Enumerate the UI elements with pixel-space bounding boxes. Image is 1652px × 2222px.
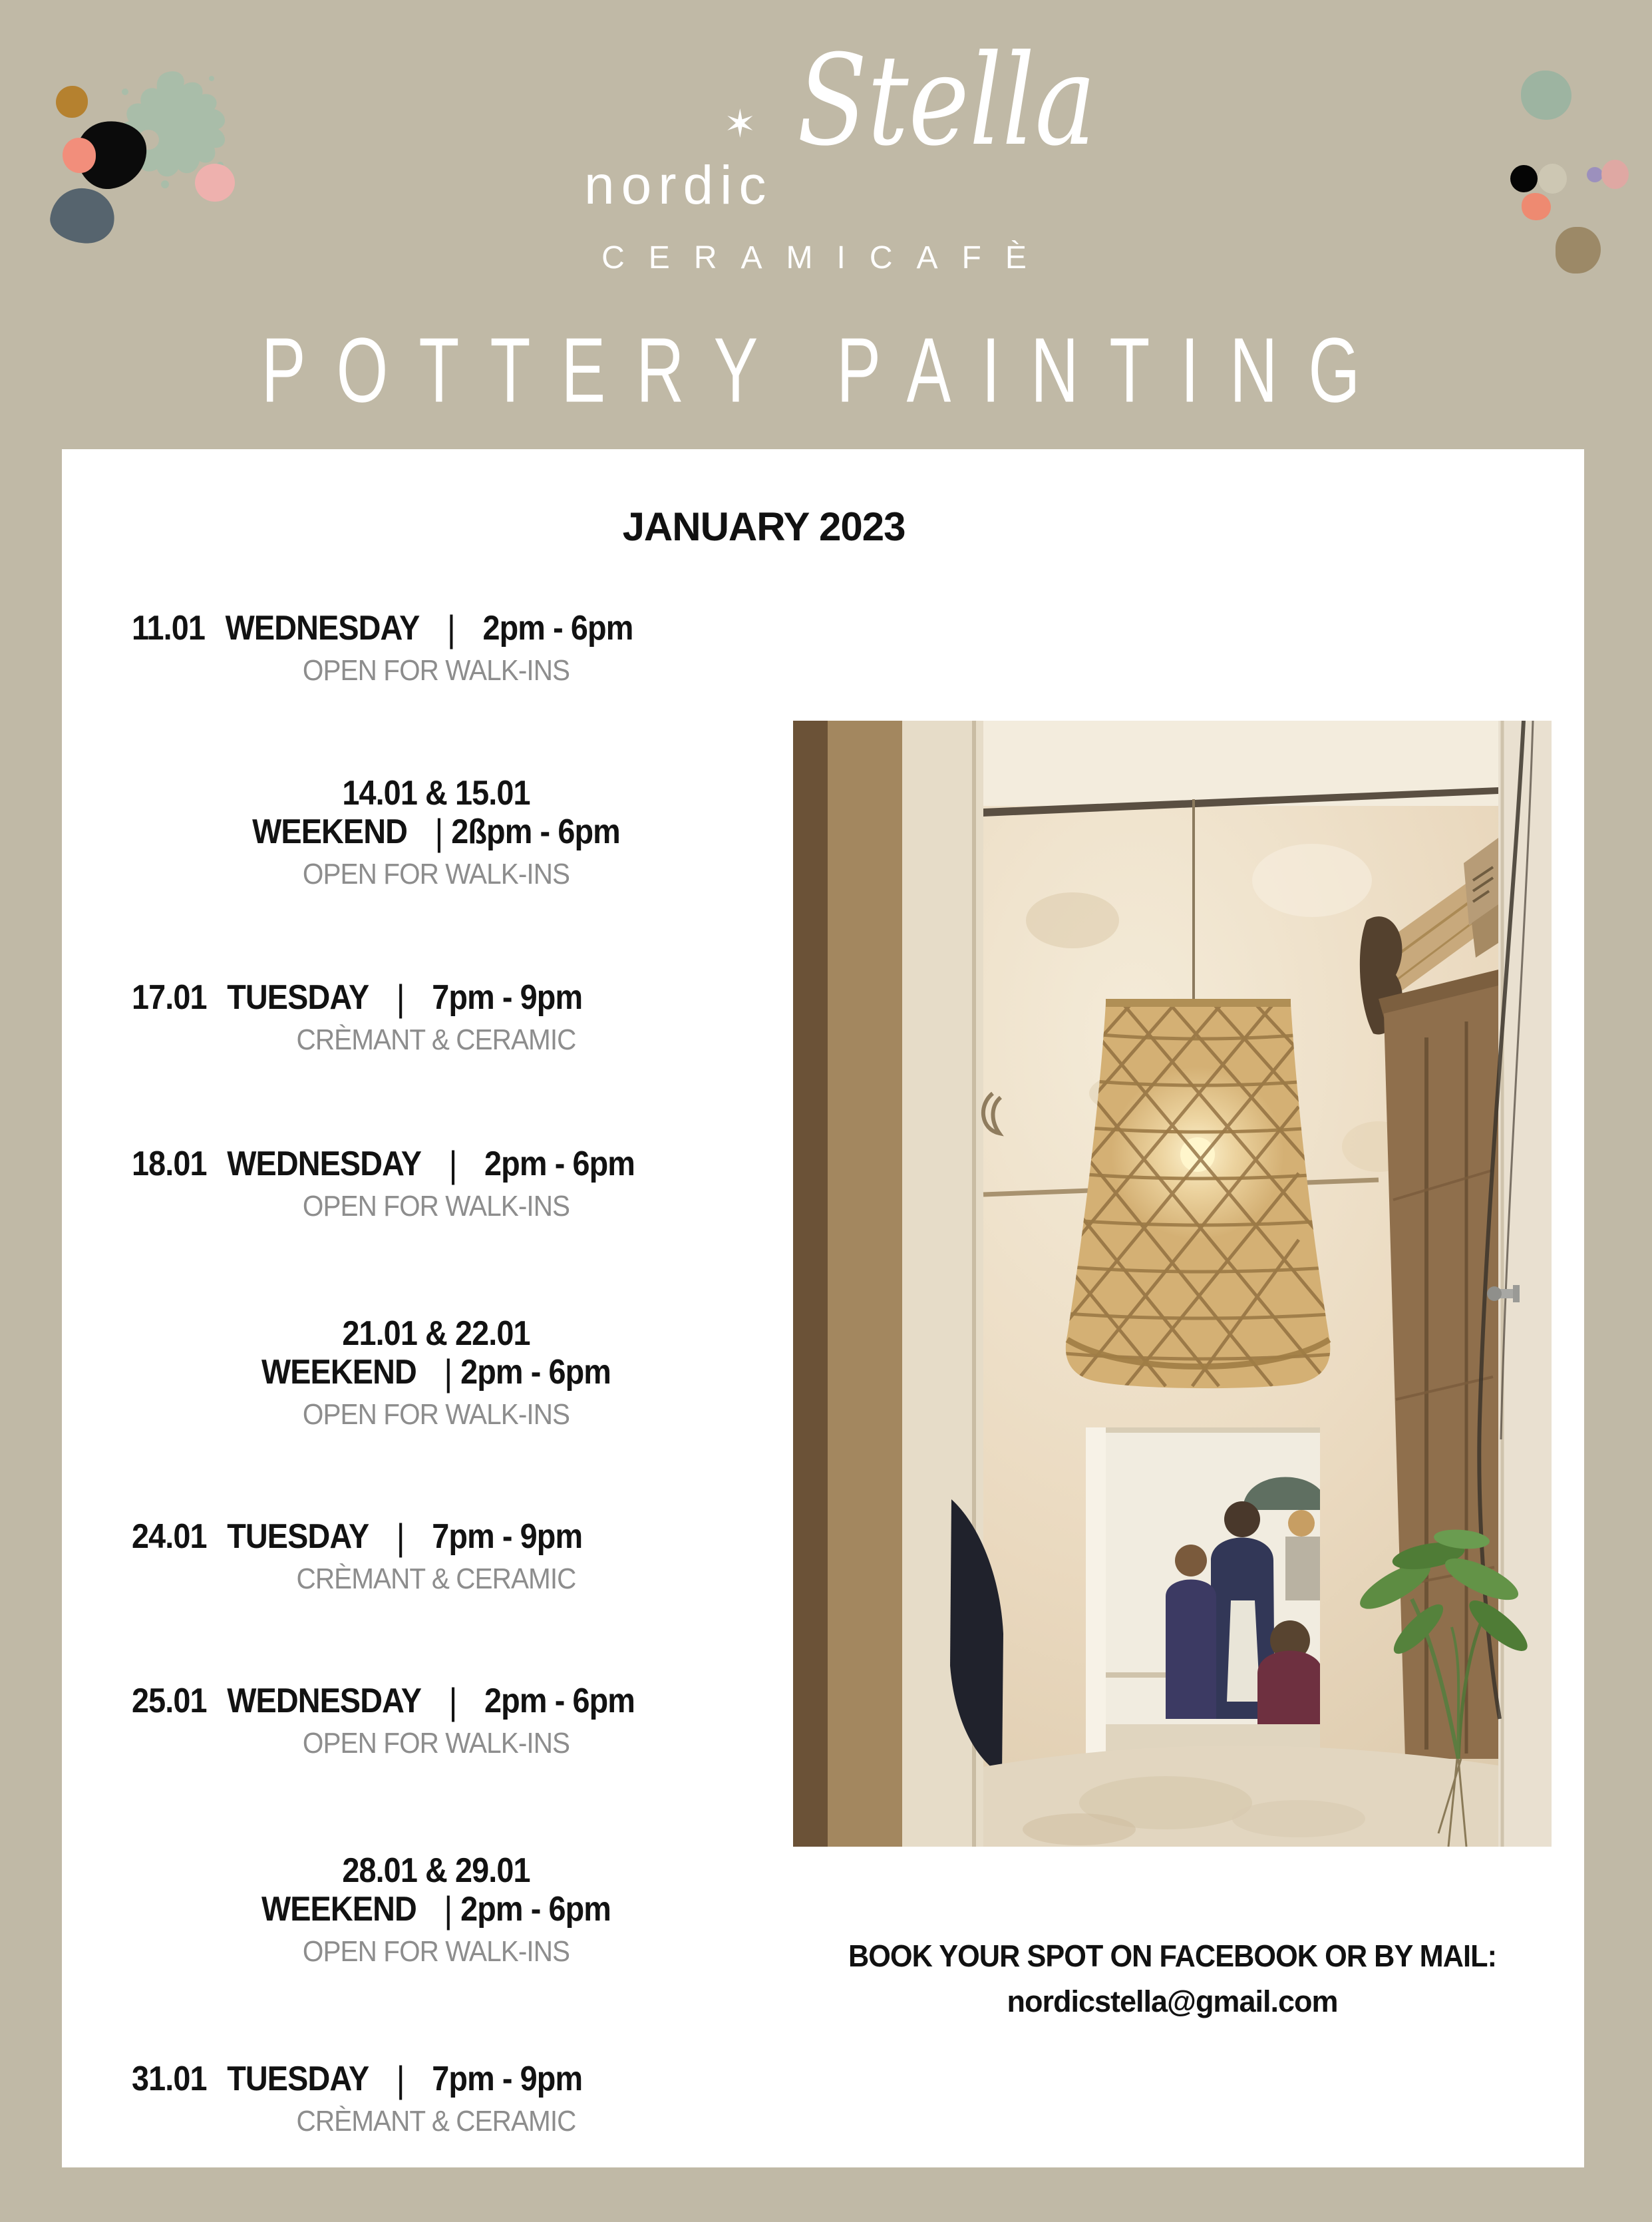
entry-separator: | <box>396 977 405 1019</box>
entry-date: 11.01 <box>132 609 206 648</box>
schedule-entry <box>132 2060 741 2139</box>
entry-date: 18.01 <box>132 1145 207 1183</box>
entry-date: 31.01 <box>132 2060 207 2098</box>
schedule-entry <box>132 978 741 1057</box>
paint-splat-slate-icon <box>48 185 117 246</box>
entry-day: WEEKEND <box>261 1353 416 1391</box>
entry-separator: | <box>448 1143 457 1185</box>
paint-dot-coral-icon <box>1522 193 1551 220</box>
entry-note: OPEN FOR WALK-INS <box>302 1727 570 1759</box>
schedule-entry <box>132 774 741 892</box>
entry-note: OPEN FOR WALK-INS <box>302 858 570 890</box>
entry-separator: | <box>446 608 456 649</box>
paint-dot-ochre-icon <box>56 86 88 118</box>
schedule-entry <box>132 1682 741 1761</box>
entry-date: 25.01 <box>132 1682 207 1720</box>
entry-day: WEDNESDAY <box>227 1145 422 1183</box>
paint-dot-sage-icon <box>1521 71 1571 120</box>
entry-time: 2pm - 6pm <box>460 1353 611 1391</box>
entry-time: 2ßpm - 6pm <box>451 813 620 851</box>
entry-note: CRÈMANT & CERAMIC <box>296 1023 576 1056</box>
entry-separator: | <box>444 1889 452 1931</box>
schedule-entry <box>132 1851 741 1969</box>
paint-dot-rose-icon <box>1601 160 1629 189</box>
entry-separator: | <box>448 1680 457 1722</box>
entry-time: 2pm - 6pm <box>482 609 633 648</box>
entry-time: 7pm - 9pm <box>432 2060 583 2098</box>
entry-time: 2pm - 6pm <box>460 1890 611 1929</box>
brand-subtitle: CERAMICAFÈ <box>601 240 1051 276</box>
paint-dot-pink-icon <box>195 164 235 202</box>
doorframe-dark-edge <box>793 721 828 1847</box>
entry-date: 24.01 <box>132 1517 207 1556</box>
paint-dot-black-icon <box>1510 165 1538 192</box>
entry-dates: 14.01 & 15.01 <box>342 774 530 813</box>
brand-name-nordic: nordic <box>584 155 773 216</box>
poster-title: POTTERY PAINTING <box>261 319 1391 422</box>
entry-separator: | <box>444 1352 452 1393</box>
entry-date: 17.01 <box>132 978 207 1017</box>
entry-day: WEEKEND <box>252 813 408 851</box>
entry-time: 7pm - 9pm <box>432 978 583 1017</box>
person-head <box>1224 1501 1260 1537</box>
entry-separator: | <box>396 1516 405 1558</box>
entry-dates: 21.01 & 22.01 <box>342 1314 530 1353</box>
entry-note: OPEN FOR WALK-INS <box>302 654 570 687</box>
white-apron <box>1227 1600 1260 1702</box>
entry-note: OPEN FOR WALK-INS <box>302 1398 570 1431</box>
entry-note: OPEN FOR WALK-INS <box>302 1190 570 1222</box>
studio-photo-illustration <box>793 721 1552 1847</box>
paint-dot-purple-icon <box>1587 167 1603 182</box>
month-heading: JANUARY 2023 <box>622 504 906 549</box>
entry-note: CRÈMANT & CERAMIC <box>296 1563 576 1595</box>
studio-photo <box>793 721 1552 1847</box>
paint-dot-salmon-icon <box>63 138 96 173</box>
entry-day: WEEKEND <box>261 1890 416 1929</box>
logo-star-icon: ✶ <box>724 102 756 146</box>
paint-dot-beige-icon <box>1538 164 1567 194</box>
entry-day: TUESDAY <box>227 1517 369 1556</box>
entry-day: WEDNESDAY <box>227 1682 422 1720</box>
entry-note: CRÈMANT & CERAMIC <box>296 2105 576 2137</box>
booking-email: nordicstella@gmail.com <box>1007 1984 1338 2018</box>
child-left <box>1166 1580 1216 1720</box>
brand-name-stella: Stella <box>797 28 1096 174</box>
entry-separator: | <box>396 2058 405 2100</box>
schedule-entry <box>132 1517 741 1596</box>
entry-note: OPEN FOR WALK-INS <box>302 1935 570 1968</box>
entry-day: WEDNESDAY <box>225 609 420 648</box>
entry-time: 2pm - 6pm <box>484 1682 635 1720</box>
schedule-entry <box>132 1145 741 1224</box>
entry-day: TUESDAY <box>227 2060 369 2098</box>
doorframe-tan <box>828 721 902 1847</box>
entry-separator: | <box>434 811 443 853</box>
booking-cta <box>793 1938 1552 2019</box>
entry-dates: 28.01 & 29.01 <box>342 1851 530 1890</box>
schedule-entry <box>132 609 741 688</box>
entry-day: TUESDAY <box>227 978 369 1017</box>
entry-time: 7pm - 9pm <box>432 1517 583 1556</box>
entry-time: 2pm - 6pm <box>484 1145 635 1183</box>
booking-text: BOOK YOUR SPOT ON FACEBOOK OR BY MAIL: <box>848 1939 1497 1973</box>
schedule-entry <box>132 1314 741 1432</box>
